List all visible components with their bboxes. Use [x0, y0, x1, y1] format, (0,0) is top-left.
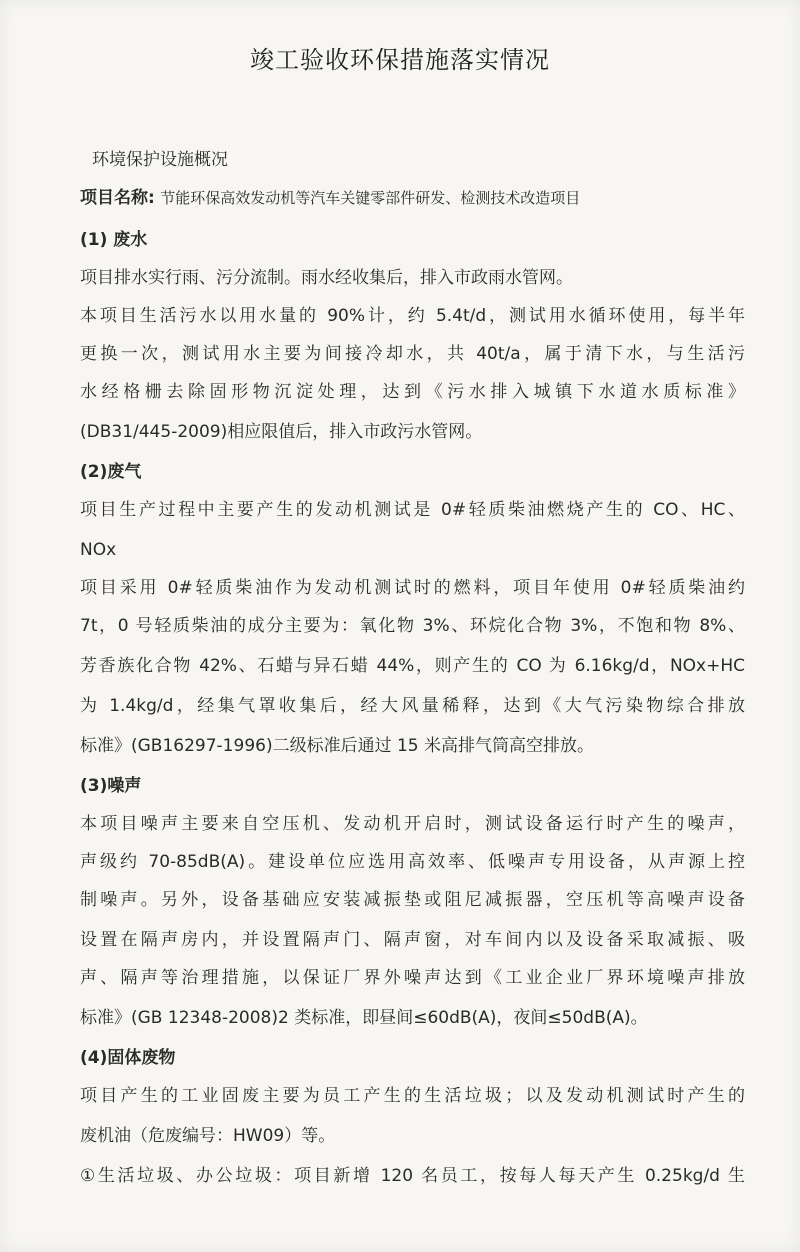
noise-heading: (3)噪声	[80, 776, 142, 796]
exhaust-line: 芳香族化合物 42%、石蜡与异石蜡 44%，则产生的 CO 为 6.16kg/d，NOx+HC	[80, 656, 745, 676]
exhaust-line: 标准》(GB16297-1996)二级标准后通过 15 米高排气筒高空排放。	[80, 736, 595, 756]
solid-waste-line: 废机油（危废编号：HW09）等。	[80, 1126, 336, 1146]
wastewater-line: (DB31/445-2009)相应限值后，排入市政污水管网。	[80, 422, 483, 442]
noise-line: 声、隔声等治理措施，以保证厂界外噪声达到《工业企业厂界环境噪声排放	[80, 968, 745, 988]
exhaust-line: 为 1.4kg/d，经集气罩收集后，经大风量稀释，达到《大气污染物综合排放	[80, 696, 745, 716]
page-title: 竣工验收环保措施落实情况	[250, 46, 550, 74]
solid-waste-line: 项目产生的工业固废主要为员工产生的生活垃圾；以及发动机测试时产生的	[80, 1086, 745, 1106]
project-name-row	[80, 186, 745, 210]
wastewater-heading: (1) 废水	[80, 230, 148, 250]
exhaust-heading: (2)废气	[80, 462, 142, 482]
wastewater-line: 更换一次，测试用水主要为间接冷却水，共 40t/a，属于清下水，与生活污	[80, 344, 745, 364]
wastewater-line: 本项目生活污水以用水量的 90%计，约 5.4t/d，测试用水循环使用，每半年	[80, 306, 745, 326]
exhaust-line: 7t，0 号轻质柴油的成分主要为：氧化物 3%、环烷化合物 3%，不饱和物 8%、	[80, 616, 745, 636]
solid-waste-heading: (4)固体废物	[80, 1048, 176, 1068]
exhaust-line: NOx	[80, 540, 117, 560]
project-name-label: 项目名称:	[80, 188, 155, 208]
exhaust-line: 项目采用 0#轻质柴油作为发动机测试时的燃料，项目年使用 0#轻质柴油约	[80, 578, 745, 598]
noise-line: 标准》(GB 12348-2008)2 类标准，即昼间≤60dB(A)，夜间≤50dB(A)。	[80, 1008, 648, 1028]
noise-line: 设置在隔声房内，并设置隔声门、隔声窗，对车间内以及设备采取减振、吸	[80, 930, 745, 950]
noise-line: 声级约 70-85dB(A)。建设单位应选用高效率、低噪声专用设备，从声源上控	[80, 852, 745, 872]
noise-line: 制噪声。另外，设备基础应安装减振垫或阻尼减振器，空压机等高噪声设备	[80, 890, 745, 910]
noise-line: 本项目噪声主要来自空压机、发动机开启时，测试设备运行时产生的噪声，	[80, 814, 745, 834]
wastewater-line: 水经格栅去除固形物沉淀处理，达到《污水排入城镇下水道水质标准》	[80, 382, 745, 402]
exhaust-line: 项目生产过程中主要产生的发动机测试是 0#轻质柴油燃烧产生的 CO、HC、	[80, 500, 745, 520]
wastewater-paragraph-1: 项目排水实行雨、污分流制。雨水经收集后，排入市政雨水管网。	[80, 268, 573, 288]
section-heading: 环境保护设施概况	[92, 150, 228, 170]
solid-waste-line: ①生活垃圾、办公垃圾：项目新增 120 名员工，按每人每天产生 0.25kg/d 生	[80, 1166, 745, 1186]
project-name-value: 节能环保高效发动机等汽车关键零部件研发、检测技术改造项目	[160, 189, 581, 207]
